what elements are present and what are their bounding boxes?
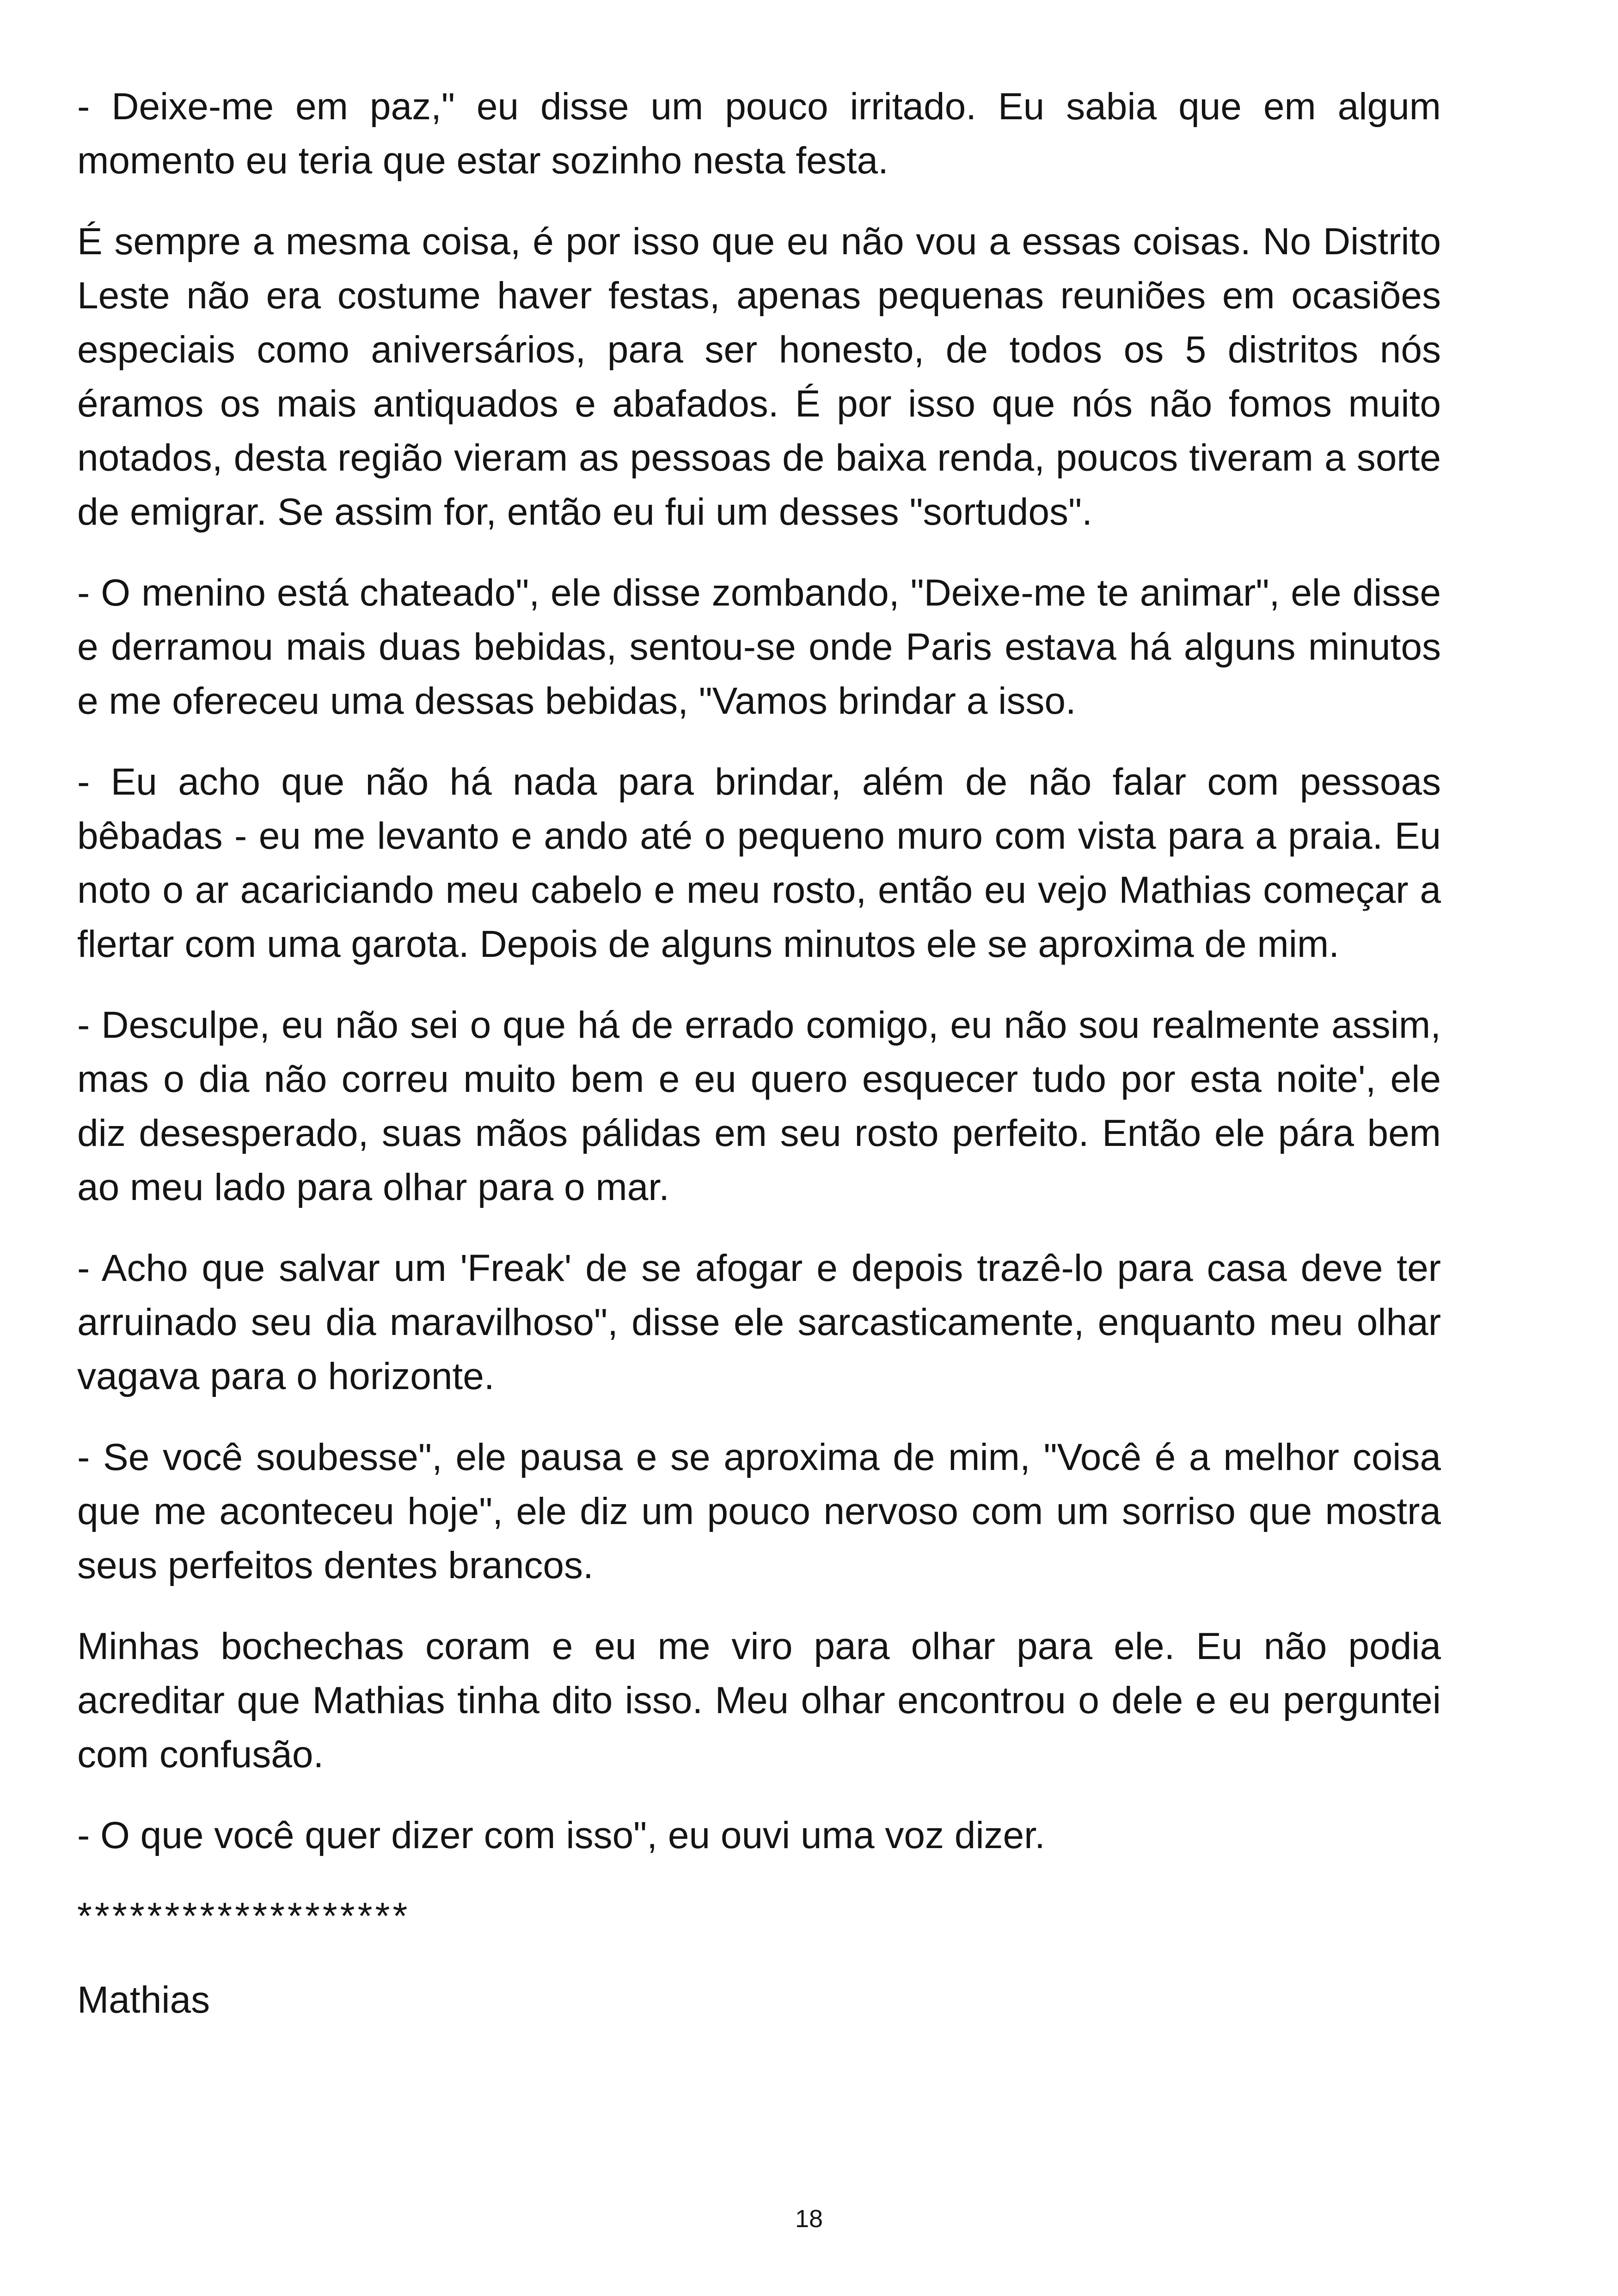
page-number: 18 [795, 2205, 823, 2233]
paragraph-8: Minhas bochechas coram e eu me viro para olhar para ele. Eu não podia acreditar que Mathias tinha dito isso. Meu olhar encontrou o dele e eu perguntei com confusão. [77, 1625, 1441, 1776]
paragraph-3: - O menino está chateado", ele disse zombando, "Deixe-me te animar", ele disse e derramou mais duas bebidas, sentou-se onde Paris estava há alguns minutos e me ofereceu uma dessas bebidas, "Vamos brindar a isso. [77, 572, 1441, 722]
scene-separator: ******************* [77, 1895, 411, 1937]
body-text [77, 80, 1441, 2054]
paragraph-1: - Deixe-me em paz," eu disse um pouco irritado. Eu sabia que em algum momento eu teria que estar sozinho nesta festa. [77, 86, 1441, 182]
section-heading: Mathias [77, 1979, 210, 2021]
paragraph-5: - Desculpe, eu não sei o que há de errado comigo, eu não sou realmente assim, mas o dia não correu muito bem e eu quero esquecer tudo por esta noite', ele diz desesperado, suas mãos pálidas em seu rosto perfeito. Então ele pára bem ao meu lado para olhar para o mar. [77, 1004, 1441, 1208]
paragraph-4: - Eu acho que não há nada para brindar, além de não falar com pessoas bêbadas - eu me levanto e ando até o pequeno muro com vista para a praia. Eu noto o ar acariciando meu cabelo e meu rosto, então eu vejo Mathias começar a flertar com uma garota. Depois de alguns minutos ele se aproxima de mim. [77, 761, 1441, 965]
paragraph-9: - O que você quer dizer com isso", eu ouvi uma voz dizer. [77, 1814, 1045, 1856]
paragraph-2: É sempre a mesma coisa, é por isso que eu não vou a essas coisas. No Distrito Leste não era costume haver festas, apenas pequenas reuniões em ocasiões especiais como aniversários, para ser honesto, de todos os 5 distritos nós éramos os mais antiquados e abafados. É por isso que nós não fomos muito notados, desta região vieram as pessoas de baixa renda, poucos tiveram a sorte de emigrar. Se assim for, então eu fui um desses "sortudos". [77, 220, 1441, 533]
paragraph-6: - Acho que salvar um 'Freak' de se afogar e depois trazê-lo para casa deve ter arruinado seu dia maravilhoso", disse ele sarcasticamente, enquanto meu olhar vagava para o horizonte. [77, 1247, 1441, 1397]
paragraph-7: - Se você soubesse", ele pausa e se aproxima de mim, "Você é a melhor coisa que me aconteceu hoje", ele diz um pouco nervoso com um sorriso que mostra seus perfeitos dentes brancos. [77, 1436, 1441, 1586]
